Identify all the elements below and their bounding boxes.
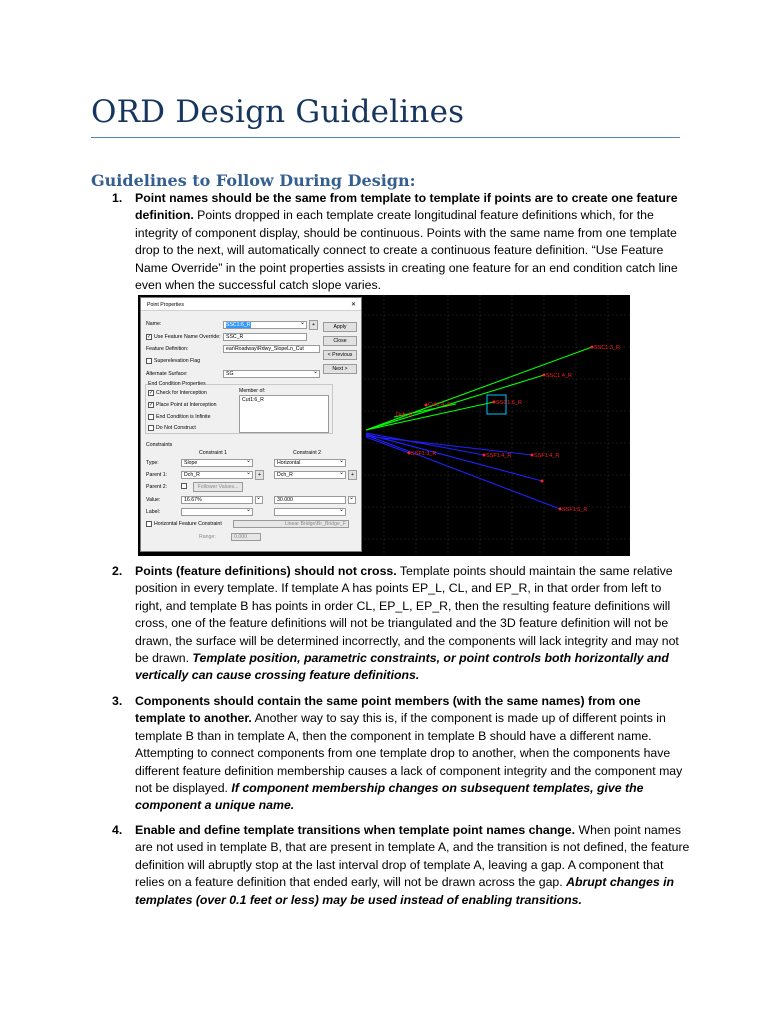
parent2-checkbox[interactable] xyxy=(181,483,187,489)
member-of-list[interactable] xyxy=(239,395,329,433)
item-text xyxy=(135,822,690,909)
dialog-title: Point Properties xyxy=(147,302,184,308)
item-number: 3. xyxy=(112,694,123,708)
parent1-label: Parent 1: xyxy=(146,472,168,478)
override-label: Use Feature Name Override: xyxy=(154,334,221,340)
label-green-mid: Cut1:4_R xyxy=(428,402,452,408)
value1-dropdown[interactable] xyxy=(255,496,263,504)
item-body: Another way to say this is, if the component is made up of different points in template B than in template A, then the component in template B should have a different name. Attempting to connect components from one template drop to another, when the components have different feature definition membership causes a lack of component integrity and the component may not be displayed. xyxy=(135,711,683,796)
parent1a-select[interactable]: Dch_R ⌄ xyxy=(181,471,253,479)
horiz-constraint-checkbox[interactable] xyxy=(146,521,152,527)
label-green2: SSC1:4_R xyxy=(546,373,572,379)
label-left: Dch_R xyxy=(396,412,413,418)
range-label: Range: xyxy=(199,534,216,540)
horiz-constraint-input[interactable]: Linear Bridge\Br_Bridge_F xyxy=(233,520,349,528)
value2-dropdown[interactable] xyxy=(348,496,356,504)
previous-button[interactable]: < Previous xyxy=(323,350,357,360)
name-select[interactable]: SSC1:6_R ⌄ xyxy=(223,321,307,329)
item-body: Template points should maintain the same relative position in every template. If template A has points EP_L, CL, and EP_R, in that order from left to right, and template B has points in order CL, EP_L, EP_R, then the resulting feature definitions will cross, one of the feature definitions will not be triangulated and the 3D feature definition will not be drawn, the surface will be determined incorrectly, and the components will lack integrity and may not be drawn. xyxy=(135,564,679,666)
override-checkbox[interactable]: ✓ xyxy=(147,334,152,340)
place-point-label: Place Point at Interception xyxy=(156,402,217,408)
item-heading: Components should contain the same point members (with the same names) from one template to another. xyxy=(135,694,641,726)
override-input[interactable]: SSC_R xyxy=(223,333,307,341)
constraint1-heading: Constraint 1 xyxy=(199,450,227,456)
place-point-checkbox[interactable]: ✓ xyxy=(149,402,154,408)
parent1b-add-button[interactable]: + xyxy=(348,470,357,480)
parent1b-select[interactable]: Dch_R ⌄ xyxy=(274,471,346,479)
value-label: Value: xyxy=(146,497,161,503)
item-number: 2. xyxy=(112,564,123,578)
fill-line-3 xyxy=(366,435,560,509)
cad-grid xyxy=(364,295,630,556)
label-blue3: SSF1:4_R xyxy=(534,453,560,459)
item-emphasis: If component membership changes on subsequent templates, give the component a unique name. xyxy=(135,781,644,813)
check-interception-checkbox[interactable]: ✓ xyxy=(149,390,154,396)
value2-input[interactable]: 30.000 xyxy=(274,496,346,504)
item-emphasis: Template position, parametric constraints, or point controls both horizontally and vertically can cause crossing feature definitions. xyxy=(135,651,669,683)
end-infinite-checkbox[interactable] xyxy=(148,414,154,420)
cad-view xyxy=(364,295,630,556)
item-number: 1. xyxy=(112,191,123,205)
label-blue4: SSF1:6_R xyxy=(562,507,588,513)
item-emphasis: Abrupt changes in templates (over 0.1 feet or less) may be used instead of enabling transitions. xyxy=(135,875,675,907)
do-not-construct-checkbox[interactable] xyxy=(148,425,154,431)
section-heading: Guidelines to Follow During Design: xyxy=(91,171,416,190)
fill-slope-lines xyxy=(366,433,560,509)
constraints-label: Constraints xyxy=(146,442,173,448)
apply-button[interactable]: Apply xyxy=(323,322,357,332)
item-heading: Points (feature definitions) should not cross. xyxy=(135,564,397,578)
close-button[interactable]: Close xyxy=(323,336,357,346)
feature-def-label: Feature Definition: xyxy=(146,346,189,352)
item-heading: Point names should be the same from template to template if points are to create one feature definition. xyxy=(135,191,678,223)
feature-def-input[interactable]: ear\Roadway\Rdwy_SlopeLn_Cut xyxy=(223,345,320,353)
label-blue1: SSF1:3_R xyxy=(411,451,437,457)
alt-surface-label: Alternate Surface: xyxy=(146,371,188,377)
list-item[interactable]: Cut1:6_R xyxy=(242,397,264,403)
page-title: ORD Design Guidelines xyxy=(91,94,465,130)
label1-select[interactable] xyxy=(181,508,253,516)
horiz-constraint-label: Horizontal Feature Constraint xyxy=(154,521,222,527)
label-green3: SSC1:6_R xyxy=(496,400,522,406)
alt-surface-select[interactable]: SG ⌄ xyxy=(223,370,320,378)
item-number: 4. xyxy=(112,823,123,837)
name-label: Name: xyxy=(146,321,162,327)
next-button[interactable]: Next > xyxy=(323,364,357,374)
point-labels xyxy=(396,345,620,513)
check-interception-label: Check for Interception xyxy=(156,390,207,396)
item-body: Points dropped in each template create longitudinal feature definitions which, for the integrity of component display, should be continuous. Points with the same name from one template drop to the next, will automatically connect to create a continuous feature definition. “Use Feature Name Override” in the point properties assists in creating one feature for an end condition catch line even when the successful catch slope varies. xyxy=(135,208,678,293)
member-of-label: Member of: xyxy=(239,388,266,394)
point-properties-screenshot xyxy=(138,295,630,556)
end-infinite-label: End Condition is Infinite xyxy=(156,414,211,420)
parent2-label: Parent 2: xyxy=(146,484,168,490)
item-body: When point names are not used in template B, that are present in template A, and the transition is not defined, the feature definition will abruptly stop at the last interval drop of template A, leaving a gap. A component that relies on a feature definition that ended early, will not be drawn across the gap. xyxy=(135,823,690,890)
do-not-construct-label: Do Not Construct xyxy=(156,425,196,431)
label2-select[interactable] xyxy=(274,508,346,516)
item-heading: Enable and define template transitions when template point names change. xyxy=(135,823,576,837)
parent1a-add-button[interactable]: + xyxy=(255,470,264,480)
superelevation-checkbox[interactable] xyxy=(146,358,152,364)
label-green1: SSC1:3_R xyxy=(594,345,620,351)
type1-select[interactable]: Slope ⌄ xyxy=(181,459,253,467)
type-label: Type: xyxy=(146,460,159,466)
item-text xyxy=(135,693,690,815)
title-divider xyxy=(91,137,680,138)
range-input[interactable]: 0.000 xyxy=(231,533,261,541)
item-text xyxy=(135,563,690,685)
constraint2-heading: Constraint 2 xyxy=(293,450,321,456)
value1-input[interactable]: 16.67% xyxy=(181,496,253,504)
name-add-button[interactable]: + xyxy=(309,320,318,330)
label-blue2: SSF1:4_R xyxy=(486,453,512,459)
label-label: Label: xyxy=(146,509,161,515)
follower-values-button[interactable]: Follower Values... xyxy=(193,482,243,492)
type2-select[interactable]: Horizontal ⌄ xyxy=(274,459,346,467)
superelevation-label: Superelevation Flag xyxy=(154,358,201,364)
end-condition-label: End Condition Properties xyxy=(148,381,206,387)
item-text xyxy=(135,190,690,294)
fill-line-2 xyxy=(366,434,542,481)
close-icon[interactable]: ✕ xyxy=(351,302,357,308)
point-properties-dialog xyxy=(140,297,362,552)
